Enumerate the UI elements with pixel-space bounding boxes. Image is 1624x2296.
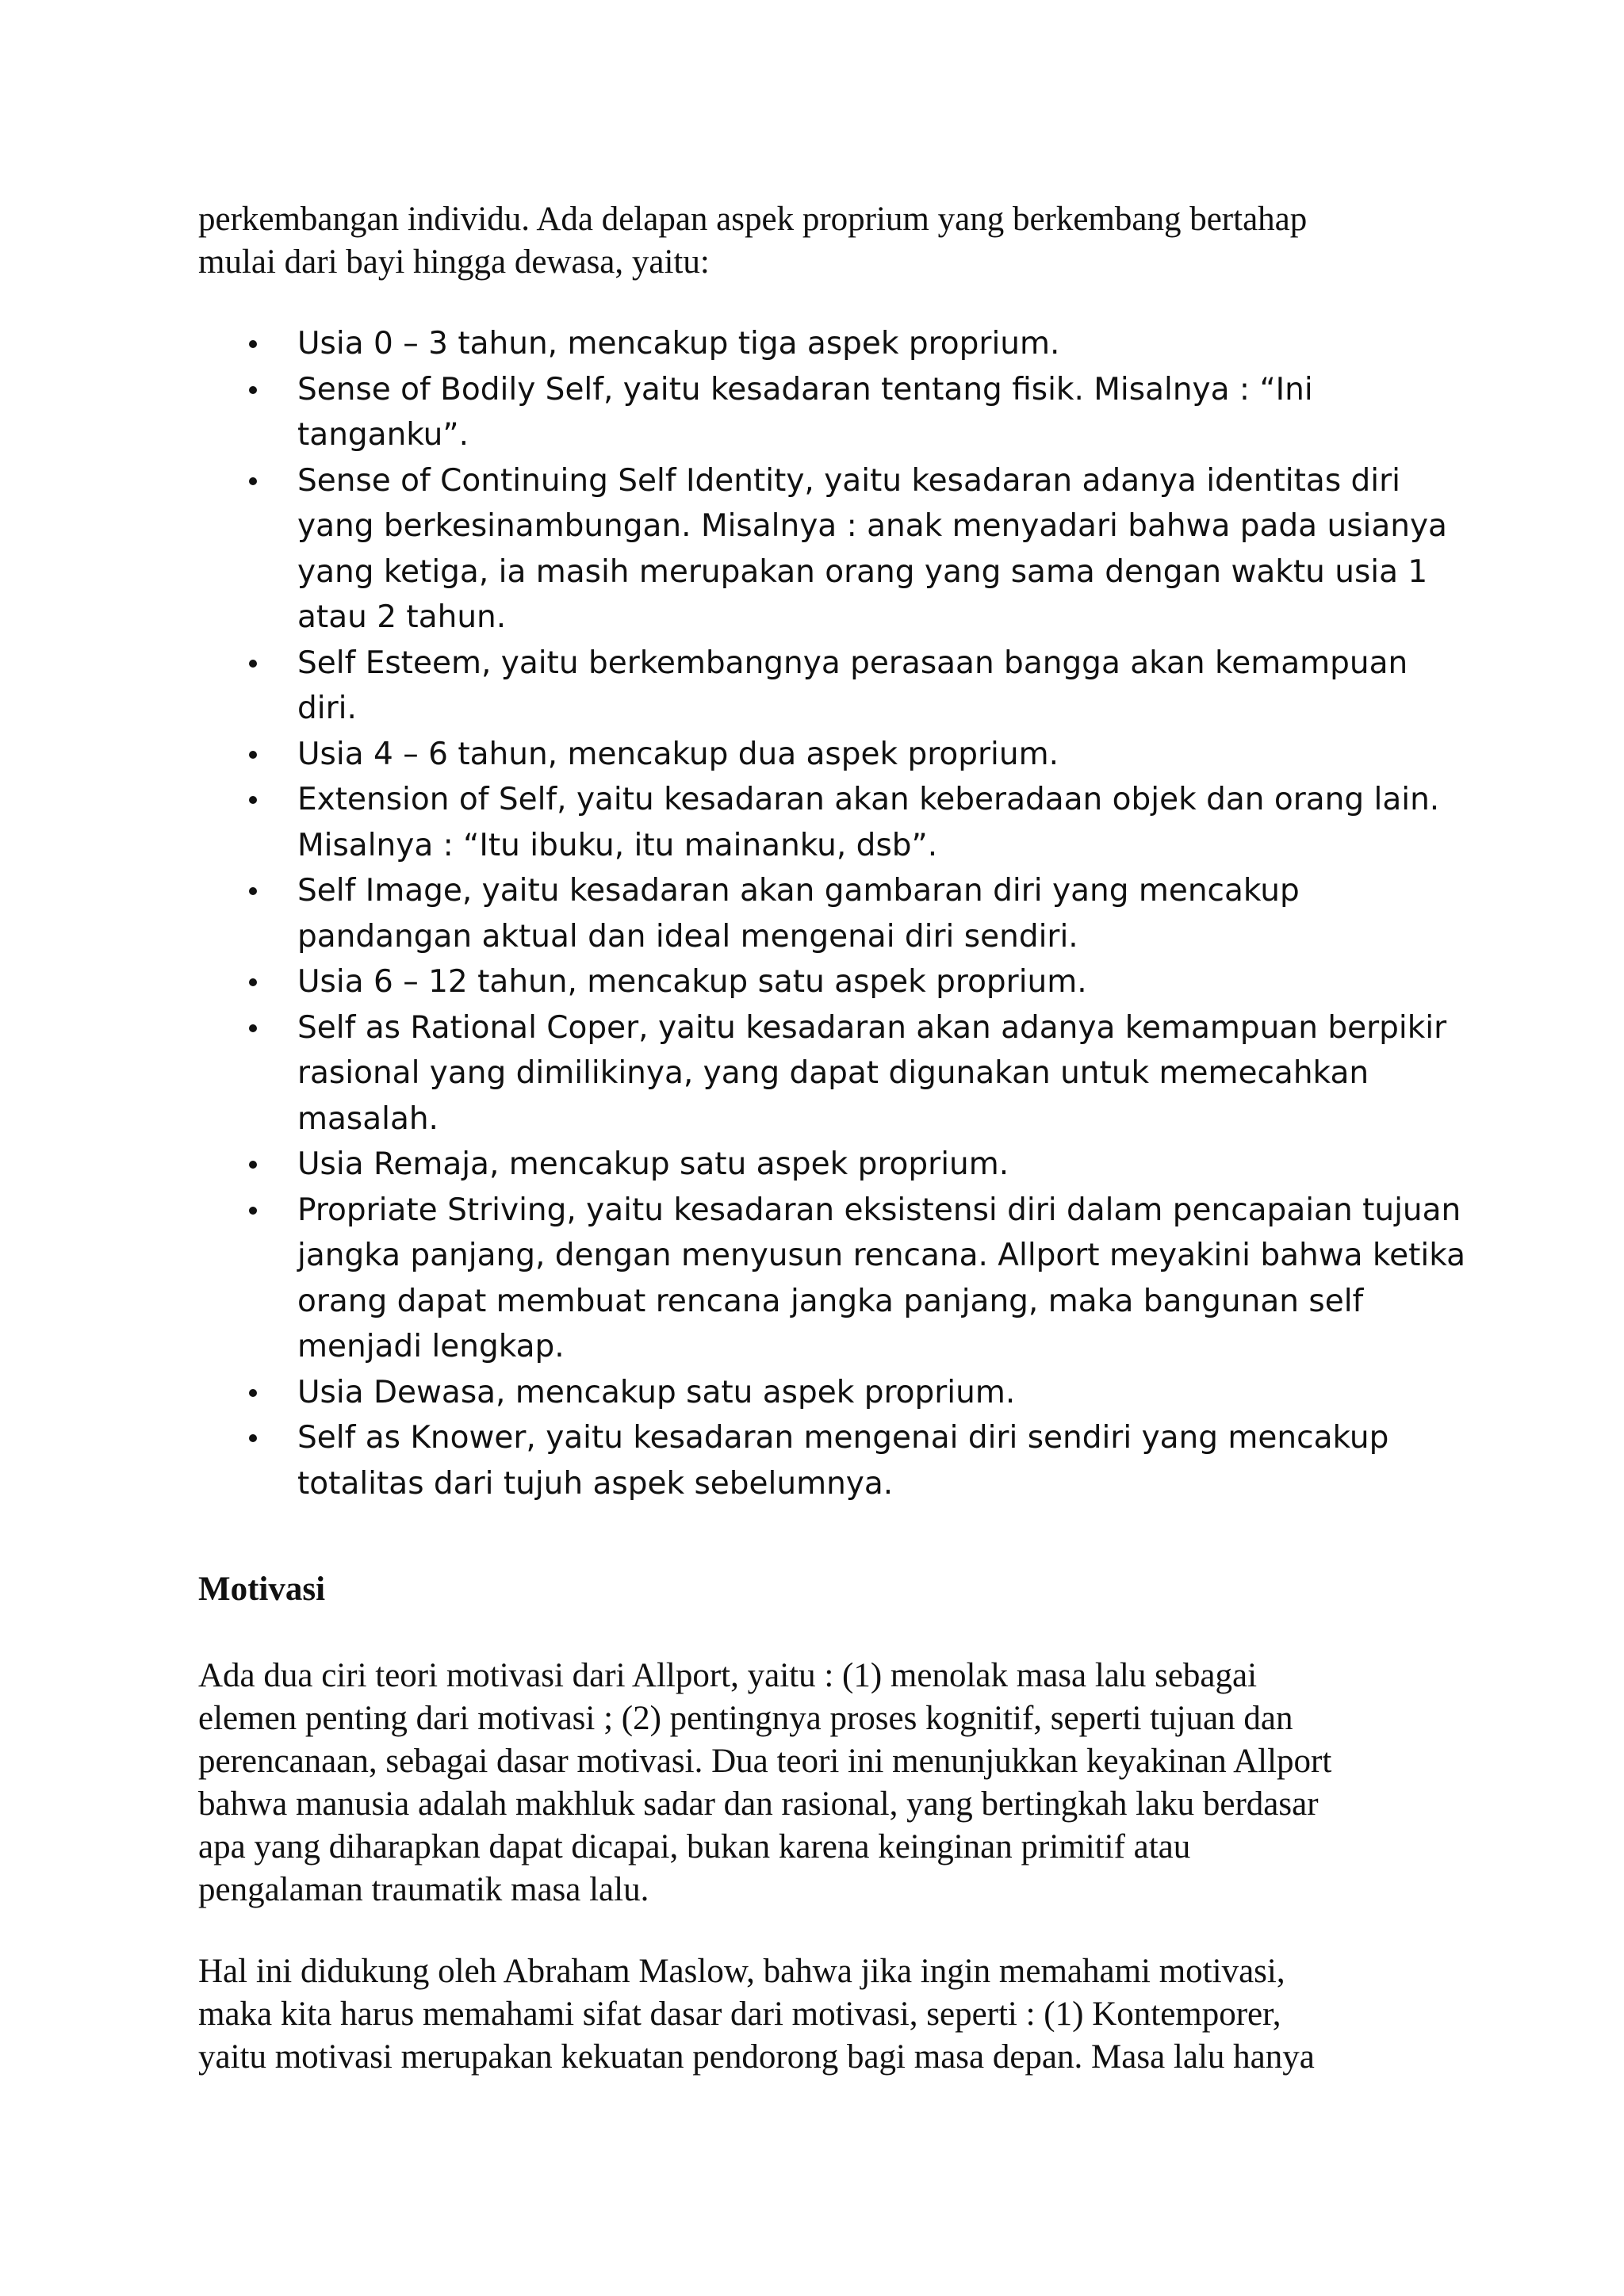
list-item-text: Usia 4 – 6 tahun, mencakup dua aspek proprium. — [297, 736, 1059, 772]
list-item — [246, 732, 1467, 778]
list-item-text: Self as Knower, yaitu kesadaran mengenai diri sendiri yang mencakup totalitas dari tujuh aspek sebelumnya. — [297, 1420, 1389, 1502]
list-item — [246, 1188, 1467, 1370]
proprium-aspect-list — [246, 321, 1467, 1506]
bullet-icon — [249, 340, 257, 348]
bullet-icon — [249, 751, 257, 759]
list-item-text: Self as Rational Coper, yaitu kesadaran akan adanya kemampuan berpikir rasional yang dimilikinya, yang dapat digunakan untuk memecahkan masalah. — [297, 1009, 1447, 1137]
paragraph-line: pengalaman traumatik masa lalu. — [198, 1871, 649, 1908]
list-item — [246, 1370, 1467, 1416]
paragraph-line: Ada dua ciri teori motivasi dari Allport, yaitu : (1) menolak masa lalu sebagai — [198, 1657, 1258, 1694]
bullet-icon — [249, 1024, 257, 1032]
list-item — [246, 1142, 1467, 1188]
paragraph-line: perencanaan, sebagai dasar motivasi. Dua teori ini menunjukkan keyakinan Allport — [198, 1743, 1332, 1780]
list-item-text: Usia Remaja, mencakup satu aspek proprium. — [297, 1146, 1009, 1182]
list-item-text: Usia 0 – 3 tahun, mencakup tiga aspek proprium. — [297, 326, 1060, 362]
list-item — [246, 458, 1467, 641]
intro-line: mulai dari bayi hingga dewasa, yaitu: — [198, 243, 710, 281]
bullet-icon — [249, 386, 257, 394]
list-item-text: Self Esteem, yaitu berkembangnya perasaan bangga akan kemampuan diri. — [297, 645, 1408, 726]
paragraph-line: elemen penting dari motivasi ; (2) pentingnya proses kognitif, seperti tujuan dan — [198, 1700, 1293, 1737]
bullet-icon — [249, 1389, 257, 1397]
paragraph-line: bahwa manusia adalah makhluk sadar dan rasional, yang bertingkah laku berdasar — [198, 1785, 1319, 1823]
bullet-icon — [249, 1434, 257, 1442]
list-item-text: Usia Dewasa, mencakup satu aspek proprium. — [297, 1374, 1016, 1410]
section-heading: Motivasi — [198, 1571, 326, 1608]
bullet-icon — [249, 978, 257, 986]
paragraph-line: apa yang diharapkan dapat dicapai, bukan karena keinginan primitif atau — [198, 1828, 1191, 1866]
bullet-icon — [249, 660, 257, 668]
list-item — [246, 959, 1467, 1005]
list-item-text: Self Image, yaitu kesadaran akan gambaran diri yang mencakup pandangan aktual dan ideal mengenai diri sendiri. — [297, 873, 1300, 955]
list-item — [246, 367, 1467, 458]
paragraph-line: Hal ini didukung oleh Abraham Maslow, bahwa jika ingin memahami motivasi, — [198, 1953, 1285, 1990]
bullet-icon — [249, 1161, 257, 1169]
list-item — [246, 868, 1467, 959]
paragraph-line: yaitu motivasi merupakan kekuatan pendorong bagi masa depan. Masa lalu hanya — [198, 2038, 1315, 2076]
list-item-text: Usia 6 – 12 tahun, mencakup satu aspek proprium. — [297, 964, 1087, 1000]
bullet-icon — [249, 887, 257, 895]
intro-line: perkembangan individu. Ada delapan aspek proprium yang berkembang bertahap — [198, 201, 1308, 238]
list-item — [246, 777, 1467, 868]
bullet-icon — [249, 1207, 257, 1215]
bullet-icon — [249, 796, 257, 804]
list-item — [246, 1415, 1467, 1506]
list-item — [246, 321, 1467, 367]
motivation-paragraph-1 — [198, 1655, 1451, 1911]
list-item — [246, 1005, 1467, 1142]
list-item-text: Extension of Self, yaitu kesadaran akan keberadaan objek dan orang lain. Misalnya : “Itu ibuku, itu mainanku, dsb”. — [297, 782, 1440, 863]
motivation-paragraph-2 — [198, 1950, 1451, 2079]
intro-paragraph — [198, 198, 1435, 284]
list-item — [246, 641, 1467, 732]
paragraph-line: maka kita harus memahami sifat dasar dari motivasi, seperti : (1) Kontemporer, — [198, 1996, 1281, 2033]
list-item-text: Sense of Continuing Self Identity, yaitu kesadaran adanya identitas diri yang berkesinambungan. Misalnya : anak menyadari bahwa pada usianya yang ketiga, ia masih merupakan orang yang sama dengan waktu usia 1 atau 2 tahun. — [297, 462, 1447, 635]
bullet-icon — [249, 477, 257, 485]
list-item-text: Sense of Bodily Self, yaitu kesadaran tentang fisik. Misalnya : “Ini tanganku”. — [297, 371, 1313, 453]
list-item-text: Propriate Striving, yaitu kesadaran eksistensi diri dalam pencapaian tujuan jangka panjang, dengan menyusun rencana. Allport meyakini bahwa ketika orang dapat membuat rencana jangka panjang, maka bangunan self menjadi lengkap. — [297, 1192, 1466, 1364]
